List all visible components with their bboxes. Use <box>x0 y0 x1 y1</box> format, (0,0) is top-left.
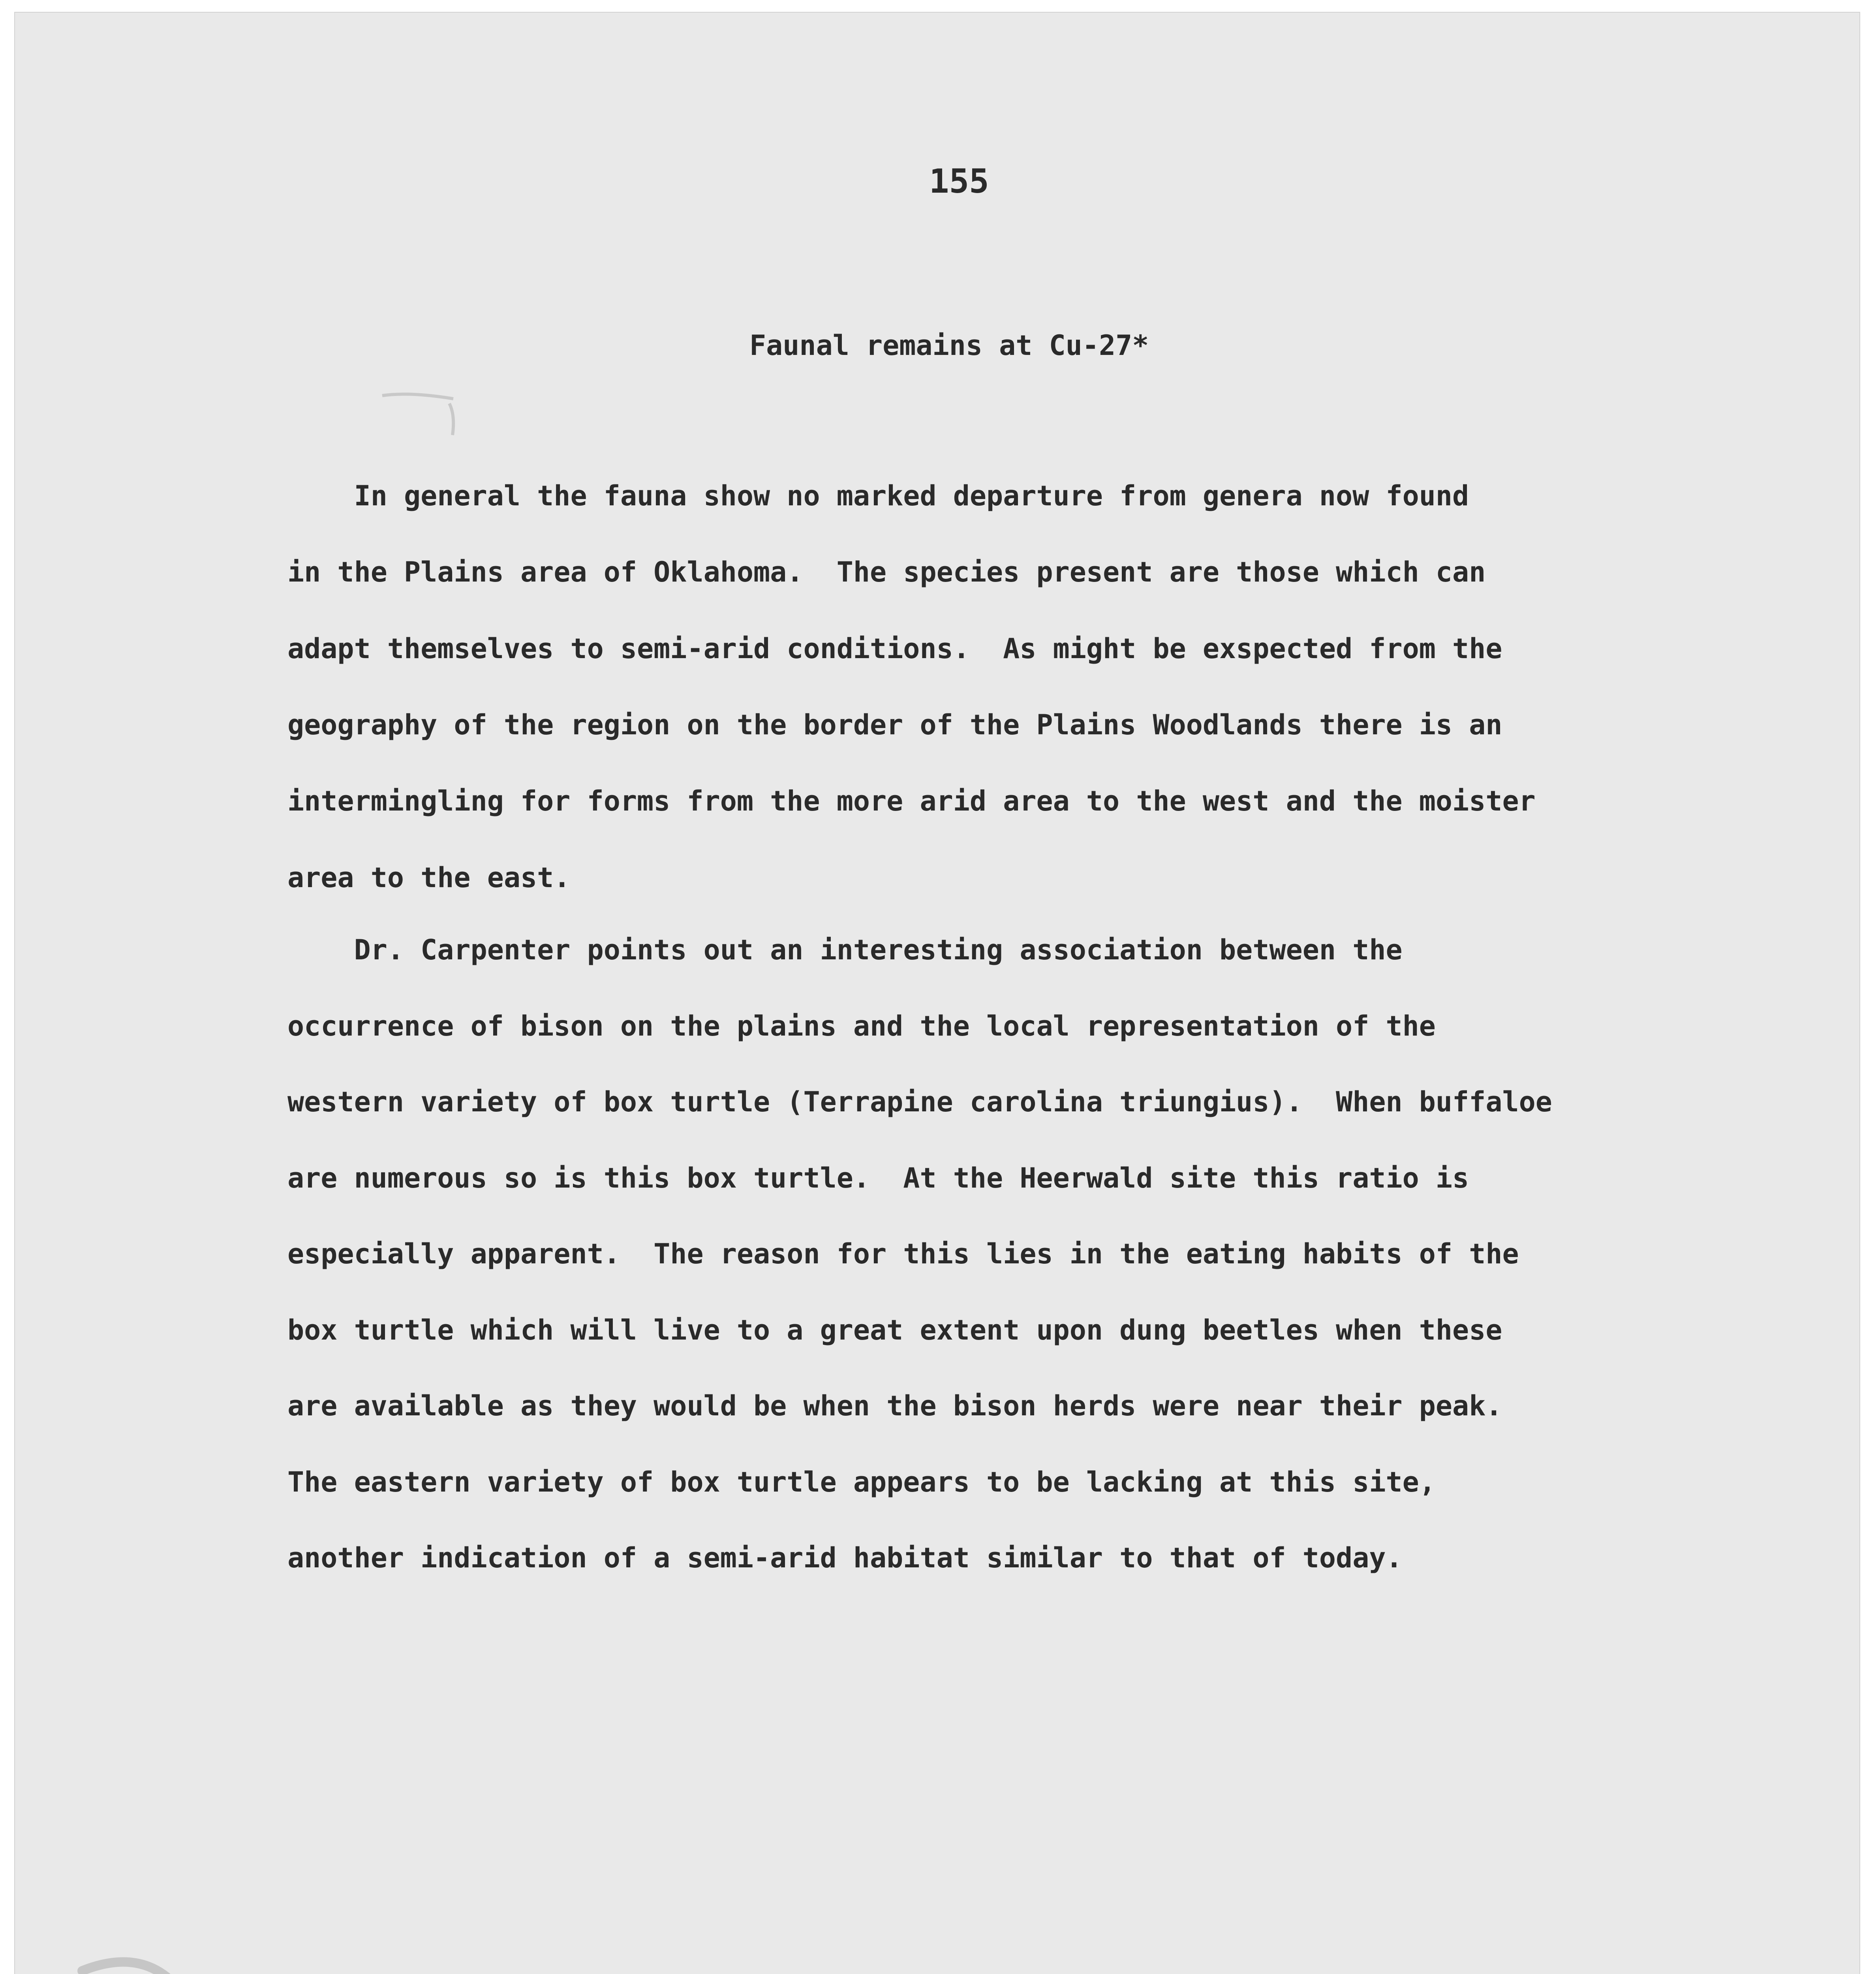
body-line: are available as they would be when the bison herds were near their peak. <box>287 1390 1502 1422</box>
page-number: 155 <box>929 162 989 201</box>
body-line: intermingling for forms from the more arid area to the west and the moister <box>287 785 1536 817</box>
body-line: adapt themselves to semi-arid conditions. As might be exspected from the <box>287 632 1502 665</box>
body-line: especially apparent. The reason for this lies in the eating habits of the <box>287 1238 1519 1270</box>
bracket-mark <box>74 1939 224 1974</box>
body-line: area to the east. <box>287 861 571 894</box>
body-line: are numerous so is this box turtle. At the Heerwald site this ratio is <box>287 1162 1469 1194</box>
document-page <box>14 12 1860 1974</box>
body-line: another indication of a semi-arid habitat similar to that of today. <box>287 1542 1403 1574</box>
body-line: geography of the region on the border of the Plains Woodlands there is an <box>287 709 1502 741</box>
body-line: in the Plains area of Oklahoma. The species present are those which can <box>287 556 1486 588</box>
body-line: Dr. Carpenter points out an interesting association between the <box>287 934 1403 966</box>
body-line: box turtle which will live to a great extent upon dung beetles when these <box>287 1314 1502 1346</box>
body-line: western variety of box turtle (Terrapine carolina triungius). When buffaloe <box>287 1086 1552 1118</box>
body-line: In general the fauna show no marked departure from genera now found <box>287 480 1469 512</box>
page-title: Faunal remains at Cu-27* <box>749 329 1149 362</box>
body-line: The eastern variety of box turtle appears to be lacking at this site, <box>287 1466 1436 1498</box>
body-line: occurrence of bison on the plains and the local representation of the <box>287 1010 1436 1042</box>
pencil-mark <box>378 380 505 459</box>
